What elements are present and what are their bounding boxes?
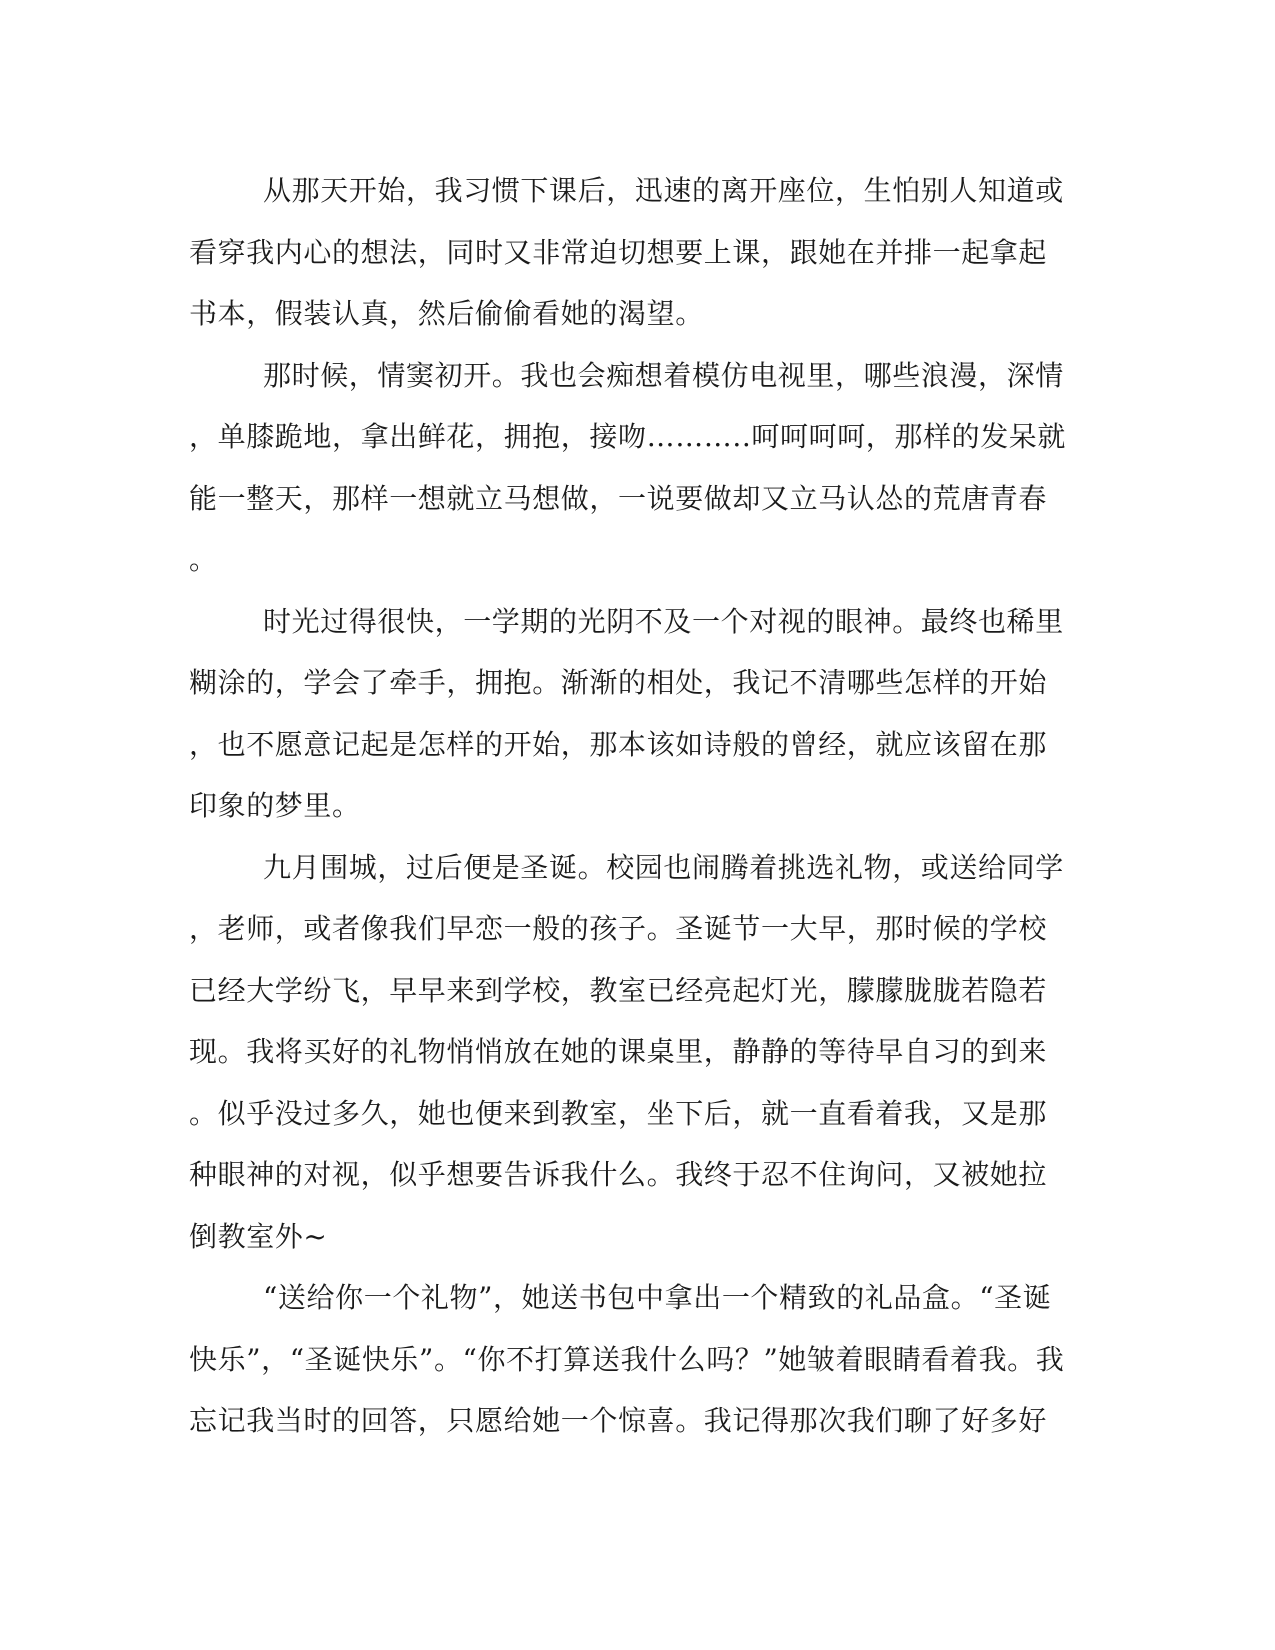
text-line: 。似乎没过多久，她也便来到教室，坐下后，就一直看着我，又是那 <box>189 1096 1048 1130</box>
text-line: 现。我将买好的礼物悄悄放在她的课桌里，静静的等待早自习的到来 <box>189 1035 1048 1068</box>
text-line: 九月围城，过后便是圣诞。校园也闹腾着挑选礼物，或送给同学 <box>263 850 1064 884</box>
text-line: “送给你一个礼物”，她送书包中拿出一个精致的礼品盒。“圣诞 <box>263 1281 1052 1314</box>
text-line: 那时候，情窦初开。我也会痴想着模仿电视里，哪些浪漫，深情 <box>263 358 1064 392</box>
text-line: 印象的梦里。 <box>189 789 361 822</box>
text-line: 时光过得很快，一学期的光阴不及一个对视的眼神。最终也稀里 <box>263 604 1064 638</box>
paragraph-5 <box>189 1267 1089 1452</box>
text-line: ，老师，或者像我们早恋一般的孩子。圣诞节一大早，那时候的学校 <box>189 912 1048 945</box>
text-line: 从那天开始，我习惯下课后，迅速的离开座位，生怕别人知道或 <box>263 174 1064 207</box>
paragraph-3 <box>189 591 1089 837</box>
text-line: 种眼神的对视，似乎想要告诉我什么。我终于忍不住询问，又被她拉 <box>189 1158 1048 1191</box>
text-line: ，单膝跪地，拿出鲜花，拥抱，接吻………..呵呵呵呵，那样的发呆就 <box>189 420 1067 453</box>
text-line: 能一整天，那样一想就立马想做，一说要做却又立马认怂的荒唐青春 <box>189 481 1048 515</box>
text-line: 。 <box>189 543 218 576</box>
text-line: 忘记我当时的回答，只愿给她一个惊喜。我记得那次我们聊了好多好 <box>189 1404 1048 1437</box>
text-line: 已经大学纷飞，早早来到学校，教室已经亮起灯光，朦朦胧胧若隐若 <box>189 973 1048 1007</box>
text-line: 快乐”，“圣诞快乐”。“你不打算送我什么吗？”她皱着眼睛看着我。我 <box>189 1342 1065 1376</box>
text-line: 看穿我内心的想法，同时又非常迫切想要上课，跟她在并排一起拿起 <box>189 235 1048 269</box>
paragraph-1 <box>189 160 1089 345</box>
text-line: 倒教室外~ <box>189 1219 328 1253</box>
paragraph-4 <box>189 837 1089 1268</box>
text-line: 糊涂的，学会了牵手，拥抱。渐渐的相处，我记不清哪些怎样的开始 <box>189 666 1048 699</box>
text-line: ，也不愿意记起是怎样的开始，那本该如诗般的曾经，就应该留在那 <box>189 727 1048 761</box>
paragraph-2 <box>189 345 1089 591</box>
document-body <box>189 160 1089 1452</box>
text-line: 书本，假装认真，然后偷偷看她的渴望。 <box>189 297 704 330</box>
